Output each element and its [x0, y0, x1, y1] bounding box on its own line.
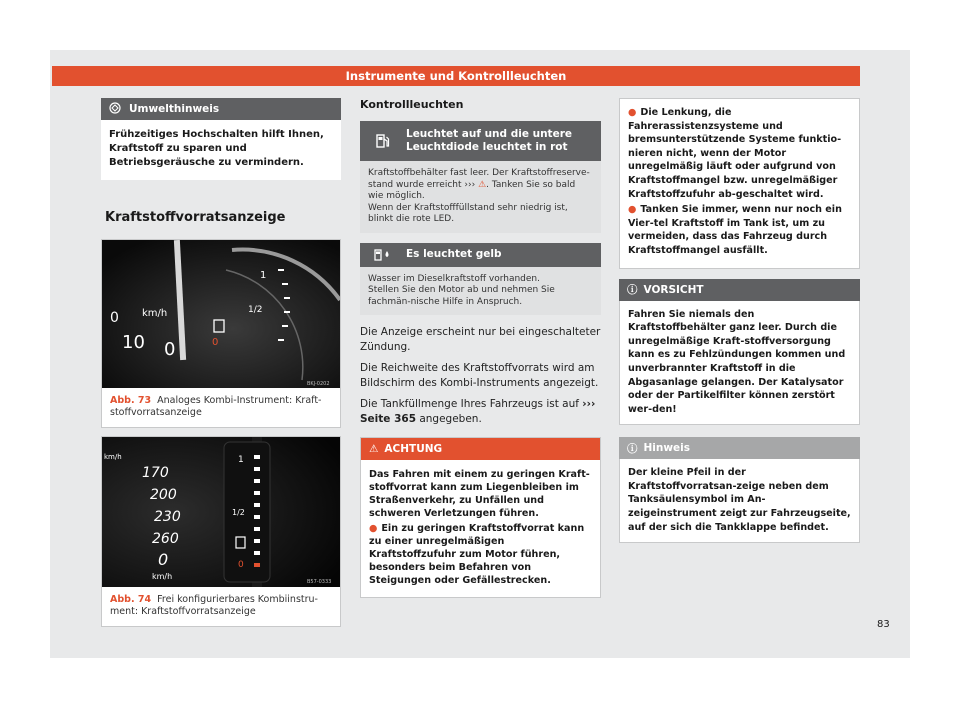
bullet-icon: ● — [628, 204, 637, 216]
figure-caption-2 — [102, 587, 340, 626]
figure-number: Abb. 73 — [110, 395, 152, 406]
paragraph-tank-capacity — [360, 397, 601, 427]
warning-lights-title: Kontrollleuchten — [360, 98, 464, 111]
warning-triangle-icon: ⚠ — [369, 443, 379, 455]
tank-capacity-text-b: angegeben. — [419, 413, 482, 425]
fuel-lamp-red-text-a: Kraftstoffbehälter fast leer. Der Kraftstoffreserve-stand wurde erreicht ››› — [368, 168, 590, 190]
water-in-diesel-label: Es leuchtet gelb — [406, 248, 502, 260]
water-in-diesel-description — [360, 267, 601, 316]
bullet-icon: ● — [628, 107, 637, 118]
environment-note-label: Umwelthinweis — [129, 103, 220, 115]
figure-number-2: Abb. 74 — [110, 594, 152, 605]
note-box-label: Hinweis — [643, 442, 691, 455]
svg-text:0: 0 — [158, 550, 169, 569]
svg-text:1/2: 1/2 — [232, 508, 245, 517]
continuation-paragraph-2 — [628, 203, 851, 257]
page-reference-link[interactable]: ››› Seite 365 — [360, 398, 596, 425]
warning-triangle-icon: ⚠ — [478, 179, 487, 190]
section-title: Kraftstoffvorratsanzeige — [105, 210, 286, 225]
figure-analog-gauge — [101, 239, 341, 428]
caution-box-label: VORSICHT — [643, 283, 704, 296]
info-icon: ⓘ — [627, 442, 638, 455]
tank-capacity-text-a: Die Tankfüllmenge Ihres Fahrzeugs ist auf — [360, 398, 579, 410]
fuel-lamp-red-description — [360, 161, 601, 233]
column-middle — [360, 98, 601, 598]
figure-caption — [102, 388, 340, 427]
fuel-lamp-red-text-b: . Tanken Sie so bald wie möglich. — [368, 179, 576, 201]
water-in-diesel-text-a: Wasser im Dieselkraftstoff vorhanden. — [368, 273, 541, 284]
warning-paragraph-1: Das Fahren mit einem zu geringen Kraft-stoffvorrat kann zum Liegenbleiben im Straßenverkehr, zu Unfällen und schweren Verletzungen führen. — [369, 469, 590, 519]
warning-continuation — [619, 98, 860, 269]
svg-text:0: 0 — [164, 339, 176, 360]
leaf-icon — [109, 102, 121, 117]
water-in-diesel-text-b: Stellen Sie den Motor ab und nehmen Sie fachmän-nische Hilfe in Anspruch. — [368, 285, 555, 307]
caution-box-title — [619, 279, 860, 301]
gauge-speed-unit: km/h — [142, 308, 168, 319]
figure-caption-text-2: Frei konfigurierbares Kombiinstru-ment: Kraftstoffvorratsanzeige — [110, 594, 318, 617]
svg-text:km/h: km/h — [104, 453, 122, 461]
paragraph-ignition: Die Anzeige erscheint nur bei eingeschalteter Zündung. — [360, 326, 601, 353]
caution-box-body: Fahren Sie niemals den Kraftstoffbehälter ganz leer. Durch die unregelmäßige Kraft-stoffversorgung kann es zu Fehlzündungen kommen und unverbrannter Kraftstoff in die Abgasanlage gelangen. Der Katalysator oder der Partikelfilter können zerstört wer-den! — [619, 301, 860, 426]
svg-text:200: 200 — [150, 487, 177, 503]
fuel-pump-icon — [360, 133, 406, 149]
environment-note — [101, 98, 341, 180]
note-box-title — [619, 437, 860, 459]
caution-icon: ⓘ — [627, 284, 638, 297]
warning-box-label: ACHTUNG — [384, 443, 443, 455]
warning-paragraph-2 — [369, 522, 592, 587]
note-box-body: Der kleine Pfeil in der Kraftstoffvorratsan-zeige neben dem Tanksäulensymbol im An-zeigeinstrument zeigt zur Fahrzeugseite, auf der sich die Tankklappe befindet. — [619, 459, 860, 543]
water-in-diesel-header — [360, 243, 601, 267]
fuel-lamp-red-text-c: Wenn der Kraftstofffüllstand sehr niedrig ist, blinkt die rote LED. — [368, 202, 568, 224]
figure-code-2: B57-0333 — [307, 579, 332, 585]
warning-box-title — [361, 438, 600, 460]
svg-text:230: 230 — [154, 509, 181, 525]
figure-digital-gauge — [101, 436, 341, 627]
warning-paragraph-2-text: Ein zu geringen Kraftstoffvorrat kann zu einer unregelmäßigen Kraftstoffzufuhr zum Motor führen, besonders beim Befahren von Steigungen oder Gefällestrecken. — [369, 523, 585, 586]
continuation-paragraph-1 — [628, 106, 851, 201]
figure-code: BKJ-0202 — [307, 381, 330, 387]
continuation-paragraph-2-text: Tanken Sie immer, wenn nur noch ein Vier-tel Kraftstoff im Tank ist, um zu vermeiden, dass das Fahrzeug durch Kraftstoffmangel ausfällt. — [628, 204, 842, 256]
figure-caption-text: Analoges Kombi-Instrument: Kraft-stoffvorratsanzeige — [110, 395, 322, 418]
fuel-lamp-red-label: Leuchtet auf und die untere Leuchtdiode leuchtet in rot — [406, 128, 572, 153]
paragraph-range: Die Reichweite des Kraftstoffvorrats wird am Bildschirm des Kombi-Instruments angezeigt. — [360, 362, 599, 389]
svg-text:260: 260 — [152, 531, 179, 547]
fuel-water-icon — [360, 248, 406, 262]
bullet-icon: ● — [369, 523, 378, 534]
svg-text:0: 0 — [110, 310, 119, 326]
svg-text:1: 1 — [260, 270, 267, 281]
continuation-paragraph-1-text: Die Lenkung, die Fahrerassistenzsysteme und bremsunterstützende Systeme funktio-nieren nicht, wenn der Motor unregelmäßig läuft oder aufgrund von Kraftstoffmangel bzw. unregelmäßiger Kraftstoffzufuhr ab-geschaltet wird. — [628, 107, 842, 200]
svg-text:170: 170 — [142, 465, 169, 481]
svg-text:0: 0 — [238, 560, 244, 570]
warning-box-body — [361, 460, 600, 597]
svg-text:0: 0 — [212, 337, 219, 348]
digital-fuel-gauge-image — [102, 437, 340, 587]
svg-text:1/2: 1/2 — [248, 305, 263, 315]
fuel-lamp-red-header — [360, 121, 601, 161]
page-number: 83 — [877, 619, 890, 630]
column-right — [619, 98, 860, 543]
column-left — [101, 98, 341, 635]
environment-note-body: Frühzeitiges Hochschalten hilft Ihnen, Kraftstoff zu sparen und Betriebsgeräusche zu vermindern. — [101, 120, 341, 180]
analog-fuel-gauge-image — [102, 240, 340, 388]
environment-note-title — [101, 98, 341, 120]
svg-text:1: 1 — [238, 455, 244, 465]
svg-text:10: 10 — [122, 332, 145, 353]
page-header: Instrumente und Kontrollleuchten — [52, 66, 860, 86]
warning-box — [360, 437, 601, 598]
gauge-speed-unit-2: km/h — [152, 572, 173, 581]
